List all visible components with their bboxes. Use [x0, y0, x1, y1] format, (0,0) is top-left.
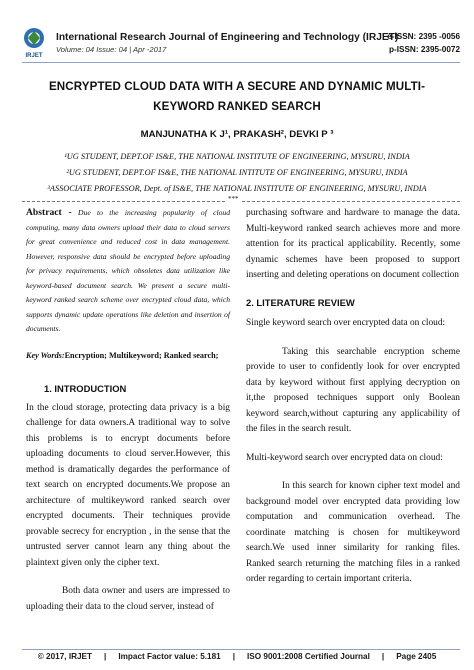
abstract-label: Abstract - [26, 207, 72, 218]
subheading-single-keyword: Single keyword search over encrypted data on cloud: [246, 318, 446, 328]
intro-paragraph-1: In the cloud storage, protecting data privacy is a big challenge for data owners.A traditional way to solve this problems is to encrypt documents before uploading documents to cloud server.However, this method is dramatically degardes the performance of text search on encrypted documents.We propose an architecture of multikeyword ranked search over encrypted documents. Their techniques provide provable secrecy for encryption , in the sense that the untrusted server cannot learn any thing about the plaintext given only the cipher text. [26, 402, 230, 568]
intro-heading: 1. INTRODUCTION [44, 383, 127, 394]
intro-paragraph-2: Both data owner and users are impressed to uploading their data to the cloud server, instead of [26, 586, 230, 612]
left-column [26, 206, 230, 615]
paper-title-line-1: ENCRYPTED CLOUD DATA WITH A SECURE AND DYNAMIC MULTI- [48, 80, 426, 93]
page-footer [0, 652, 474, 661]
paper-title-line-2: KEYWORD RANKED SEARCH [153, 100, 321, 113]
footer-copyright: © 2017, IRJET [37, 652, 93, 661]
e-issn: e-ISSN: 2395 -0056 [387, 32, 460, 41]
footer-divider: | [381, 652, 385, 661]
volume-issue: Volume: 04 Issue: 04 | Apr -2017 [56, 45, 167, 54]
abstract-text: Due to the increasing popularity of cloud computing, many data owners upload their data to cloud servers for great convenience and reduced cost in data management. However, responsive data should be encrypted before uploading for privacy requirements, which obsoletes data utilization like keyword-based document search. We present a secure multi-keyword ranked search scheme over encrypted cloud data, which supports dynamic update operations like deletion and insertion of documents. [26, 208, 230, 333]
affiliation-3: ³ASSOCIATE PROFESSOR, Dept. of IS&E, THE NATIONAL INSTITUTE OF ENGINEERING, MYSURU, INDIA [47, 184, 427, 193]
journal-header [0, 0, 474, 64]
footer-impact: Impact Factor value: 5.181 [118, 652, 221, 661]
keywords-text: Encryption; Multikeyword; Ranked search; [64, 350, 219, 360]
footer-page: Page 2405 [396, 652, 437, 661]
footer-divider: | [232, 652, 236, 661]
svg-text:IRJET: IRJET [25, 53, 43, 59]
subheading-multi-keyword: Multi-keyword search over encrypted data on cloud: [246, 452, 443, 463]
journal-name: International Research Journal of Engineering and Technology (IRJET) [56, 32, 399, 43]
affiliation-1: ¹UG STUDENT, DEPT.OF IS&E, THE NATIONAL INSTITUTE OF ENGINEERING, MYSURU, INDIA [64, 152, 410, 161]
affiliation-2: ²UG STUDENT, DEPT.OF IS&E, THE NATIONAL INTITUTE OF ENGINEERING, MYSURU, INDIA [66, 168, 408, 177]
footer-rule [22, 649, 460, 650]
authors: MANJUNATHA K J¹, PRAKASH², DEVKI P ³ [140, 129, 334, 140]
footer-iso: ISO 9001:2008 Certified Journal [247, 652, 370, 661]
separator-stars: *** [228, 195, 239, 203]
intro-paragraph-continued: purchasing software and hardware to manage the data. Multi-keyword ranked search achieves more and more attention for its practical applicability. Recently, some dynamic schemes have been proposed to support inserting and deleting operations on document collection [246, 208, 460, 280]
keywords [26, 348, 230, 364]
section-separator [22, 201, 460, 202]
p-issn: p-ISSN: 2395-0072 [389, 45, 460, 54]
literature-review-heading: 2. LITERATURE REVIEW [246, 296, 355, 308]
footer-divider: | [104, 652, 107, 661]
literature-paragraph-1: Taking this searchable encryption scheme provide to user to confidently look for over encrypted data by keyword without first applying decryption on it,the proposed techniques support only Boolean keyword search,without capturing any applicability of the files in the search result. [246, 346, 460, 434]
header-rule [22, 62, 460, 63]
irjet-logo-icon [22, 27, 46, 59]
literature-paragraph-2: In this search for known cipher text model and background model over encrypted data providing low computation and communication overhead. The coordinate matching is chosen for multikeyword search.We used inner similarity for ranking files. Ranked search returning the matching files in a ranked order regarding to certain important criteria. [246, 481, 460, 584]
keywords-label: Key Words: [26, 350, 65, 360]
right-column [246, 206, 460, 588]
abstract [26, 206, 230, 337]
